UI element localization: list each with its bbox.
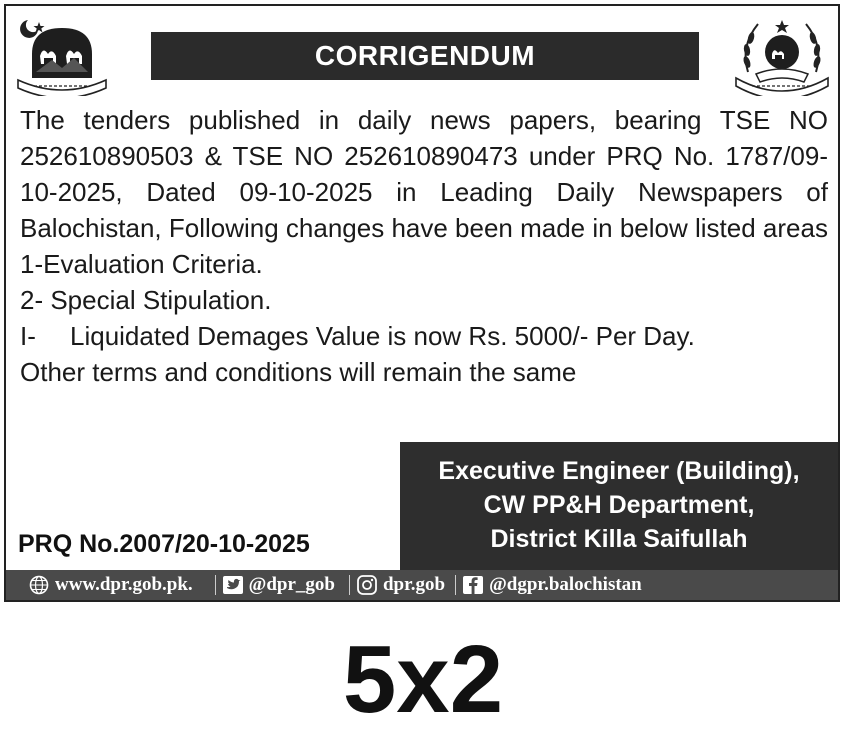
sub-item-marker: I- <box>20 321 36 351</box>
footer-divider <box>215 575 216 595</box>
notice-paragraph: The tenders published in daily news papers, bearing TSE NO 252610890503 & TSE NO 252610890473 under PRQ No. 1787/09-10-2025, Dated 09-10-2025 in Leading Daily Newspapers of Balochistan, Following changes have been made in below listed areas <box>20 105 828 243</box>
footer-divider <box>455 575 456 595</box>
footer-website[interactable] <box>28 574 193 596</box>
instagram-icon <box>356 575 378 595</box>
closing-line: Other terms and conditions will remain the same <box>20 357 577 387</box>
facebook-handle: @dgpr.balochistan <box>489 574 642 595</box>
list-item: 1-Evaluation Criteria. <box>20 249 263 279</box>
ad-size-label: 5x2 <box>342 626 504 733</box>
notice-title: CORRIGENDUM <box>151 32 699 80</box>
balochistan-emblem-right <box>734 16 830 96</box>
prq-number: PRQ No.2007/20-10-2025 <box>18 530 310 558</box>
notice-body <box>20 102 828 390</box>
footer-bar <box>6 570 838 600</box>
signatory-line-1: Executive Engineer (Building), <box>438 457 800 485</box>
twitter-icon <box>222 575 244 595</box>
signatory-line-3: District Killa Saifullah <box>490 525 748 553</box>
twitter-handle: @dpr_gob <box>248 574 335 595</box>
balochistan-emblem-left <box>14 16 110 96</box>
advertisement <box>4 4 840 602</box>
instagram-handle: dpr.gob <box>382 574 446 595</box>
sub-list-item <box>20 318 828 354</box>
footer-facebook[interactable] <box>462 574 642 596</box>
website-text: www.dpr.gob.pk. <box>55 574 193 595</box>
signatory-line-2: CW PP&H Department, <box>483 491 755 519</box>
footer-instagram[interactable] <box>356 574 445 596</box>
globe-icon <box>28 575 50 595</box>
list-item: 2- Special Stipulation. <box>20 285 272 315</box>
footer-divider <box>349 575 350 595</box>
signatory-block <box>400 442 838 570</box>
facebook-icon <box>462 575 484 595</box>
sub-item-text: Liquidated Demages Value is now Rs. 5000/- Per Day. <box>70 321 695 351</box>
footer-twitter[interactable] <box>222 574 335 596</box>
